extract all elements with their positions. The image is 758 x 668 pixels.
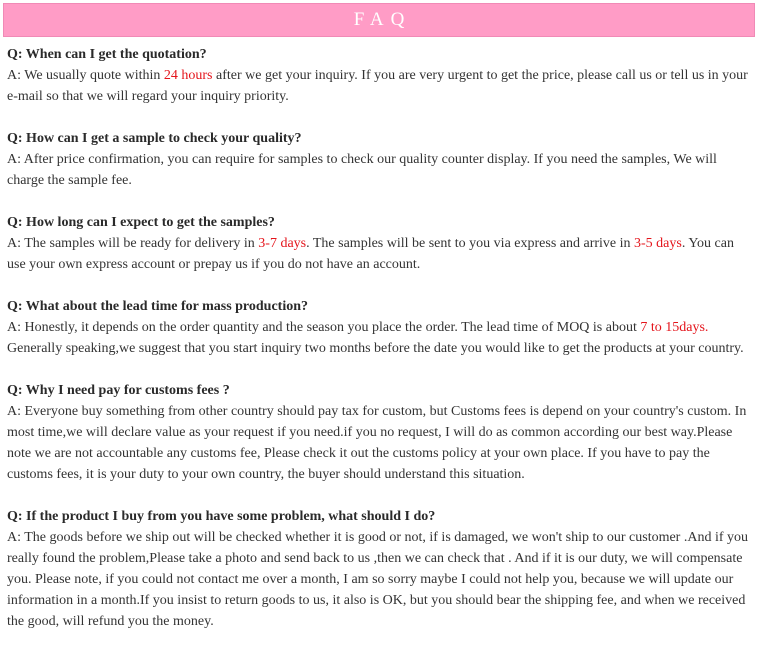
answer-text: . You can use your own express account or prepay us if you do not have an account. (7, 236, 734, 272)
faq-question: Q: What about the lead time for mass production? (7, 299, 309, 314)
answer-text: A: Honestly, it depends on the order quantity and the season you place the order. The lead time of MOQ is about (7, 320, 641, 335)
answer-text: A: After price confirmation, you can require for samples to check our quality counter display. If you need the samples, We will charge the sample fee. (7, 152, 717, 188)
answer-text: after we get your inquiry. If you are very urgent to get the price, please call us or tell us in your e-mail so that we will regard your inquiry priority. (7, 68, 748, 104)
answer-highlight: 3-7 days (258, 236, 307, 251)
answer-text: . The samples will be sent to you via express and arrive in (306, 236, 635, 251)
answer-highlight: 7 to 15days. (640, 320, 709, 335)
faq-item (7, 44, 753, 107)
faq-question: Q: Why I need pay for customs fees ? (7, 383, 230, 398)
answer-highlight: 24 hours (163, 68, 213, 83)
faq-question: Q: If the product I buy from you have some problem, what should I do? (7, 509, 436, 524)
faq-header-banner (3, 3, 755, 37)
faq-item (7, 296, 753, 359)
faq-answer (7, 233, 753, 275)
answer-text: A: The samples will be ready for delivery in (7, 236, 259, 251)
answer-text: A: The goods before we ship out will be checked whether it is good or not, if is damaged, we won't ship to our customer .And if you really found the problem,Please take a photo and send back to us ,then we can check that . And if it is our duty, we will compensate you. Please note, if you could not contact me over a month, I am so sorry maybe I could not help you, because we will update our information in a month.If you insist to return goods to us, it also is OK, but you should bear the shipping fee, and when we received the good, will refund you the money. (7, 530, 749, 629)
answer-text: Generally speaking,we suggest that you start inquiry two months before the date you would like to get the products at your country. (7, 341, 744, 356)
faq-list (7, 44, 753, 653)
faq-answer (7, 401, 753, 485)
answer-highlight: 3-5 days (634, 236, 682, 251)
faq-answer (7, 527, 753, 632)
faq-answer (7, 317, 753, 359)
answer-text: A: Everyone buy something from other country should pay tax for custom, but Customs fees is depend on your country's custom. In most time,we will declare value as your request if you need.if you no request, I will do as common according our best way.Please note we are not accountable any customs fee, Please check it out the customs policy at your own place. If you have to pay the customs fees, it is your duty to your own country, the buyer should understand this situation. (7, 404, 747, 482)
page-title: FAQ (353, 9, 412, 30)
faq-item (7, 380, 753, 485)
faq-item (7, 128, 753, 191)
faq-item (7, 506, 753, 632)
faq-question: Q: When can I get the quotation? (7, 47, 207, 62)
faq-question: Q: How can I get a sample to check your quality? (7, 131, 302, 146)
answer-text: A: We usually quote within (7, 68, 164, 83)
faq-question: Q: How long can I expect to get the samples? (7, 215, 275, 230)
faq-item (7, 212, 753, 275)
faq-answer (7, 149, 753, 191)
faq-answer (7, 65, 753, 107)
